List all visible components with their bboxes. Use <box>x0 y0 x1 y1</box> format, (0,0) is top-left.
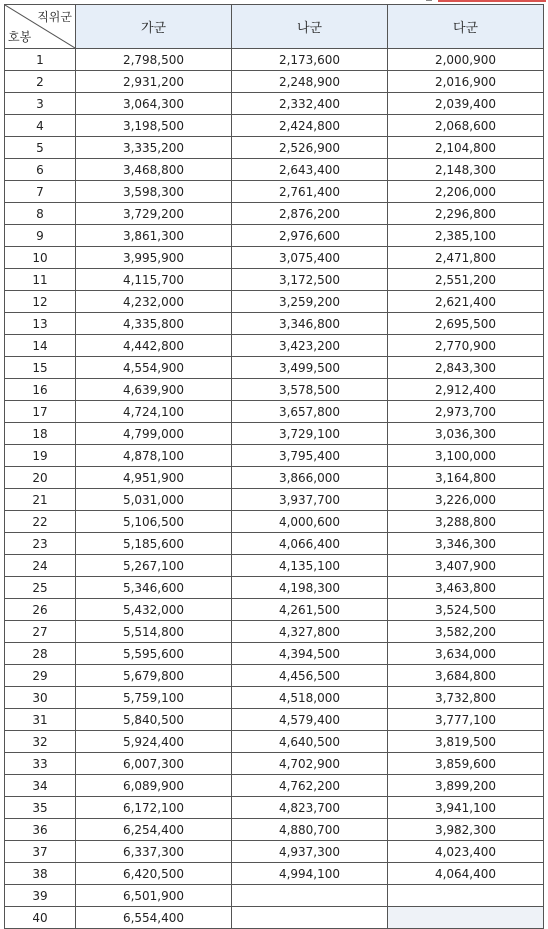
da-amount-cell: 2,843,300 <box>388 357 544 379</box>
na-amount-cell: 2,761,400 <box>232 181 388 203</box>
step-cell: 5 <box>5 137 76 159</box>
table-row <box>5 731 544 753</box>
table-row <box>5 753 544 775</box>
table-row <box>5 71 544 93</box>
da-amount-cell: 3,634,000 <box>388 643 544 665</box>
step-cell: 32 <box>5 731 76 753</box>
table-row <box>5 533 544 555</box>
na-amount-cell: 4,327,800 <box>232 621 388 643</box>
ga-amount-cell: 3,468,800 <box>76 159 232 181</box>
ga-amount-cell: 4,442,800 <box>76 335 232 357</box>
step-cell: 17 <box>5 401 76 423</box>
ga-amount-cell: 6,554,400 <box>76 907 232 929</box>
na-amount-cell: 3,866,000 <box>232 467 388 489</box>
da-amount-cell: 2,296,800 <box>388 203 544 225</box>
step-cell: 31 <box>5 709 76 731</box>
na-amount-cell: 3,075,400 <box>232 247 388 269</box>
da-amount-cell: 3,899,200 <box>388 775 544 797</box>
da-amount-cell: 4,023,400 <box>388 841 544 863</box>
step-cell: 6 <box>5 159 76 181</box>
na-amount-cell: 4,456,500 <box>232 665 388 687</box>
da-amount-cell: 3,288,800 <box>388 511 544 533</box>
ga-amount-cell: 3,064,300 <box>76 93 232 115</box>
step-cell: 13 <box>5 313 76 335</box>
step-cell: 34 <box>5 775 76 797</box>
ga-amount-cell: 2,798,500 <box>76 49 232 71</box>
table-row <box>5 225 544 247</box>
table-row <box>5 313 544 335</box>
step-cell: 2 <box>5 71 76 93</box>
ga-amount-cell: 6,254,400 <box>76 819 232 841</box>
na-amount-cell <box>232 907 388 929</box>
table-row <box>5 709 544 731</box>
da-amount-cell: 3,226,000 <box>388 489 544 511</box>
ga-amount-cell: 5,031,000 <box>76 489 232 511</box>
table-row <box>5 379 544 401</box>
na-amount-cell: 4,823,700 <box>232 797 388 819</box>
table-row <box>5 841 544 863</box>
table-row <box>5 577 544 599</box>
ga-amount-cell: 3,861,300 <box>76 225 232 247</box>
ga-amount-cell: 4,335,800 <box>76 313 232 335</box>
step-cell: 23 <box>5 533 76 555</box>
step-cell: 24 <box>5 555 76 577</box>
step-cell: 30 <box>5 687 76 709</box>
table-row <box>5 555 544 577</box>
table-row <box>5 863 544 885</box>
table-row <box>5 137 544 159</box>
da-amount-cell: 2,551,200 <box>388 269 544 291</box>
da-amount-cell: 2,068,600 <box>388 115 544 137</box>
table-row <box>5 775 544 797</box>
step-cell: 37 <box>5 841 76 863</box>
na-amount-cell: 4,994,100 <box>232 863 388 885</box>
ga-amount-cell: 5,595,600 <box>76 643 232 665</box>
step-cell: 8 <box>5 203 76 225</box>
header-row <box>5 5 544 49</box>
ga-amount-cell: 5,267,100 <box>76 555 232 577</box>
da-amount-cell: 2,148,300 <box>388 159 544 181</box>
ga-amount-cell: 5,185,600 <box>76 533 232 555</box>
table-row <box>5 665 544 687</box>
da-amount-cell: 2,039,400 <box>388 93 544 115</box>
ga-amount-cell: 4,951,900 <box>76 467 232 489</box>
ga-amount-cell: 4,724,100 <box>76 401 232 423</box>
da-amount-cell: 3,684,800 <box>388 665 544 687</box>
na-amount-cell: 2,526,900 <box>232 137 388 159</box>
na-amount-cell: 3,657,800 <box>232 401 388 423</box>
ga-amount-cell: 3,995,900 <box>76 247 232 269</box>
table-row <box>5 159 544 181</box>
salary-step-table <box>4 4 544 929</box>
na-amount-cell: 2,248,900 <box>232 71 388 93</box>
table-row <box>5 335 544 357</box>
table-row <box>5 687 544 709</box>
step-cell: 15 <box>5 357 76 379</box>
step-cell: 9 <box>5 225 76 247</box>
ga-amount-cell: 3,729,200 <box>76 203 232 225</box>
ga-amount-cell: 2,931,200 <box>76 71 232 93</box>
da-amount-cell <box>388 885 544 907</box>
da-amount-cell: 2,206,000 <box>388 181 544 203</box>
step-cell: 4 <box>5 115 76 137</box>
ga-amount-cell: 5,432,000 <box>76 599 232 621</box>
na-amount-cell: 3,172,500 <box>232 269 388 291</box>
na-amount-cell: 2,976,600 <box>232 225 388 247</box>
na-amount-cell <box>232 885 388 907</box>
ga-amount-cell: 3,335,200 <box>76 137 232 159</box>
na-amount-cell: 2,173,600 <box>232 49 388 71</box>
na-amount-cell: 2,876,200 <box>232 203 388 225</box>
table-row <box>5 93 544 115</box>
step-cell: 12 <box>5 291 76 313</box>
ga-amount-cell: 6,089,900 <box>76 775 232 797</box>
step-cell: 27 <box>5 621 76 643</box>
table-row <box>5 885 544 907</box>
table-row <box>5 423 544 445</box>
da-amount-cell: 3,582,200 <box>388 621 544 643</box>
da-amount-cell: 3,407,900 <box>388 555 544 577</box>
ga-amount-cell: 5,924,400 <box>76 731 232 753</box>
da-amount-cell: 3,859,600 <box>388 753 544 775</box>
step-cell: 33 <box>5 753 76 775</box>
na-amount-cell: 4,702,900 <box>232 753 388 775</box>
da-amount-cell: 3,941,100 <box>388 797 544 819</box>
na-amount-cell: 4,880,700 <box>232 819 388 841</box>
ga-amount-cell: 4,799,000 <box>76 423 232 445</box>
ga-amount-cell: 3,598,300 <box>76 181 232 203</box>
da-amount-cell: 3,164,800 <box>388 467 544 489</box>
step-cell: 39 <box>5 885 76 907</box>
corner-header-cell <box>5 5 76 49</box>
table-row <box>5 357 544 379</box>
step-cell: 38 <box>5 863 76 885</box>
da-amount-cell: 2,000,900 <box>388 49 544 71</box>
ga-amount-cell: 4,554,900 <box>76 357 232 379</box>
ga-amount-cell: 5,106,500 <box>76 511 232 533</box>
na-amount-cell: 4,135,100 <box>232 555 388 577</box>
step-cell: 28 <box>5 643 76 665</box>
ga-amount-cell: 5,840,500 <box>76 709 232 731</box>
da-amount-cell: 2,104,800 <box>388 137 544 159</box>
ga-amount-cell: 6,337,300 <box>76 841 232 863</box>
table-row <box>5 203 544 225</box>
da-amount-cell: 3,777,100 <box>388 709 544 731</box>
na-amount-cell: 3,578,500 <box>232 379 388 401</box>
step-cell: 3 <box>5 93 76 115</box>
na-amount-cell: 3,937,700 <box>232 489 388 511</box>
step-cell: 36 <box>5 819 76 841</box>
ga-amount-cell: 5,346,600 <box>76 577 232 599</box>
step-cell: 16 <box>5 379 76 401</box>
table-row <box>5 467 544 489</box>
na-amount-cell: 2,332,400 <box>232 93 388 115</box>
da-amount-cell: 2,385,100 <box>388 225 544 247</box>
step-cell: 20 <box>5 467 76 489</box>
table-row <box>5 797 544 819</box>
step-cell: 29 <box>5 665 76 687</box>
table-row <box>5 49 544 71</box>
ga-amount-cell: 4,232,000 <box>76 291 232 313</box>
na-amount-cell: 2,424,800 <box>232 115 388 137</box>
ga-amount-cell: 3,198,500 <box>76 115 232 137</box>
corner-label-position-group: 직위군 <box>37 10 72 24</box>
da-amount-cell: 2,973,700 <box>388 401 544 423</box>
na-amount-cell: 4,518,000 <box>232 687 388 709</box>
step-cell: 19 <box>5 445 76 467</box>
step-cell: 14 <box>5 335 76 357</box>
top-accent-line <box>438 0 546 2</box>
table-row <box>5 445 544 467</box>
na-amount-cell: 4,640,500 <box>232 731 388 753</box>
ga-amount-cell: 4,878,100 <box>76 445 232 467</box>
da-amount-cell: 2,621,400 <box>388 291 544 313</box>
da-amount-cell: 3,346,300 <box>388 533 544 555</box>
step-cell: 40 <box>5 907 76 929</box>
column-header-da: 다군 <box>388 5 544 49</box>
table-row <box>5 643 544 665</box>
corner-label-step: 호봉 <box>8 30 32 44</box>
table-row <box>5 181 544 203</box>
table-row <box>5 115 544 137</box>
table-row <box>5 621 544 643</box>
table-row <box>5 269 544 291</box>
na-amount-cell: 4,066,400 <box>232 533 388 555</box>
ga-amount-cell: 6,501,900 <box>76 885 232 907</box>
na-amount-cell: 3,346,800 <box>232 313 388 335</box>
na-amount-cell: 4,762,200 <box>232 775 388 797</box>
da-amount-cell <box>388 907 544 929</box>
step-cell: 11 <box>5 269 76 291</box>
table-row <box>5 599 544 621</box>
da-amount-cell: 2,695,500 <box>388 313 544 335</box>
table-row <box>5 401 544 423</box>
step-cell: 7 <box>5 181 76 203</box>
na-amount-cell: 4,579,400 <box>232 709 388 731</box>
na-amount-cell: 3,423,200 <box>232 335 388 357</box>
step-cell: 18 <box>5 423 76 445</box>
table-row <box>5 511 544 533</box>
da-amount-cell: 2,471,800 <box>388 247 544 269</box>
da-amount-cell: 2,912,400 <box>388 379 544 401</box>
ga-amount-cell: 5,759,100 <box>76 687 232 709</box>
top-divider-dot <box>426 0 432 1</box>
step-cell: 22 <box>5 511 76 533</box>
ga-amount-cell: 6,172,100 <box>76 797 232 819</box>
step-cell: 21 <box>5 489 76 511</box>
na-amount-cell: 4,394,500 <box>232 643 388 665</box>
na-amount-cell: 4,000,600 <box>232 511 388 533</box>
da-amount-cell: 3,100,000 <box>388 445 544 467</box>
da-amount-cell: 2,016,900 <box>388 71 544 93</box>
step-cell: 25 <box>5 577 76 599</box>
table-row <box>5 291 544 313</box>
da-amount-cell: 3,982,300 <box>388 819 544 841</box>
step-cell: 26 <box>5 599 76 621</box>
step-cell: 35 <box>5 797 76 819</box>
na-amount-cell: 3,259,200 <box>232 291 388 313</box>
table-row <box>5 907 544 929</box>
column-header-ga: 가군 <box>76 5 232 49</box>
ga-amount-cell: 5,514,800 <box>76 621 232 643</box>
da-amount-cell: 3,463,800 <box>388 577 544 599</box>
column-header-na: 나군 <box>232 5 388 49</box>
da-amount-cell: 4,064,400 <box>388 863 544 885</box>
da-amount-cell: 3,732,800 <box>388 687 544 709</box>
table-row <box>5 247 544 269</box>
ga-amount-cell: 6,007,300 <box>76 753 232 775</box>
da-amount-cell: 3,036,300 <box>388 423 544 445</box>
na-amount-cell: 2,643,400 <box>232 159 388 181</box>
step-cell: 10 <box>5 247 76 269</box>
table-row <box>5 819 544 841</box>
ga-amount-cell: 6,420,500 <box>76 863 232 885</box>
na-amount-cell: 3,729,100 <box>232 423 388 445</box>
table-row <box>5 489 544 511</box>
table-body <box>5 49 544 929</box>
ga-amount-cell: 4,639,900 <box>76 379 232 401</box>
na-amount-cell: 4,198,300 <box>232 577 388 599</box>
da-amount-cell: 2,770,900 <box>388 335 544 357</box>
da-amount-cell: 3,524,500 <box>388 599 544 621</box>
ga-amount-cell: 5,679,800 <box>76 665 232 687</box>
na-amount-cell: 3,795,400 <box>232 445 388 467</box>
na-amount-cell: 3,499,500 <box>232 357 388 379</box>
na-amount-cell: 4,937,300 <box>232 841 388 863</box>
step-cell: 1 <box>5 49 76 71</box>
na-amount-cell: 4,261,500 <box>232 599 388 621</box>
da-amount-cell: 3,819,500 <box>388 731 544 753</box>
ga-amount-cell: 4,115,700 <box>76 269 232 291</box>
